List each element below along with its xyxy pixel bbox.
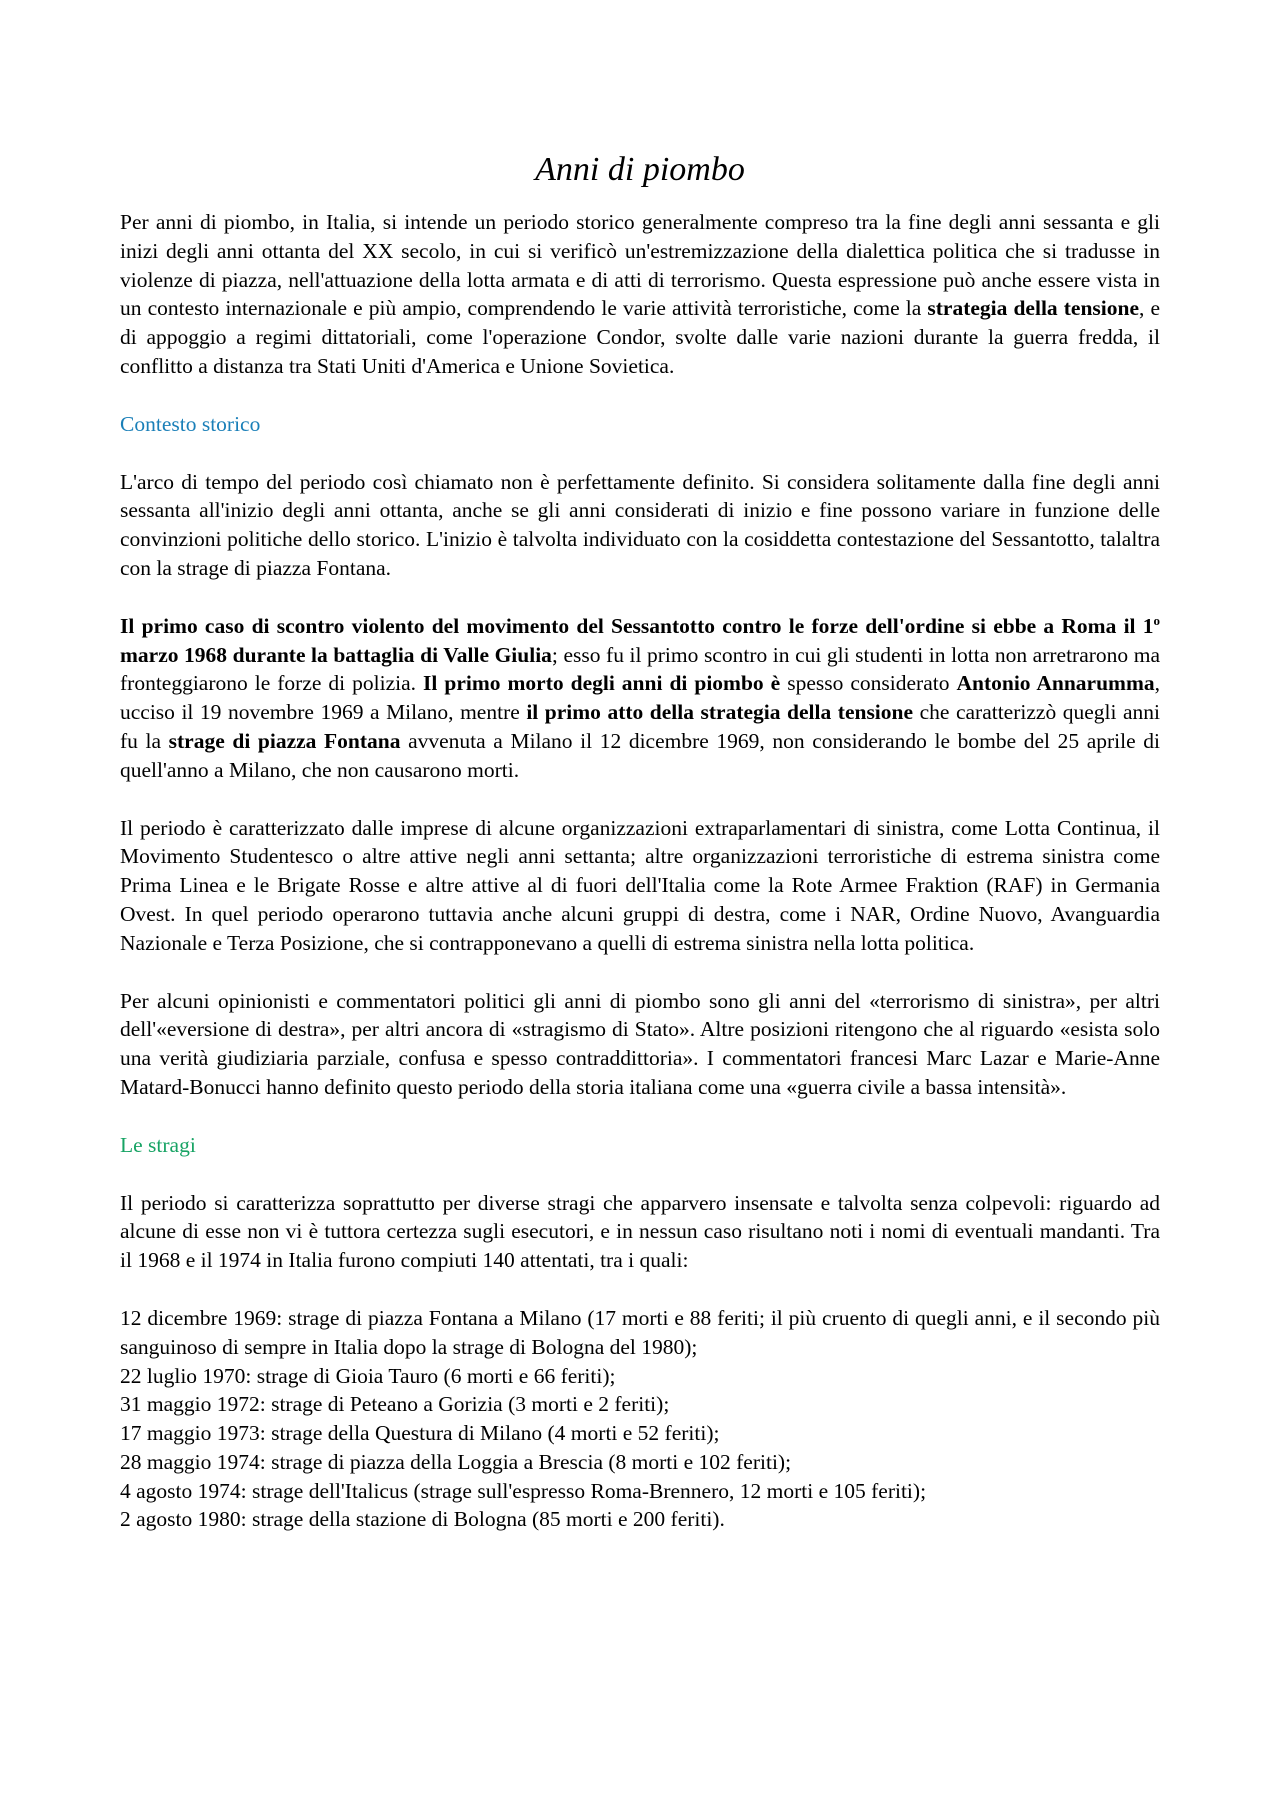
intro-paragraph (120, 208, 1160, 381)
section-heading-le-stragi: Le stragi (120, 1132, 196, 1157)
p2-bold-5: strage di piazza Fontana (168, 728, 401, 753)
p2-text-5: avvenuta a Milano il 12 dicembre 1969, non considerando le bombe del 25 aprile di quell'anno a Milano, che non causarono morti. (120, 728, 1160, 782)
list-item: 28 maggio 1974: strage di piazza della Loggia a Brescia (8 morti e 102 feriti); (120, 1449, 792, 1474)
p2-text-4: che caratterizzò quegli anni fu la (120, 700, 1161, 753)
p2-sup: o (1153, 612, 1160, 628)
p2-text-3: , ucciso il 19 novembre 1969 a Milano, mentre (120, 671, 1160, 725)
list-item: 31 maggio 1972: strage di Peteano a Gorizia (3 morti e 2 feriti); (120, 1392, 670, 1417)
list-item: 17 maggio 1973: strage della Questura di Milano (4 morti e 52 feriti); (120, 1421, 720, 1446)
intro-text-1: Per anni di piombo, in Italia, si intende un periodo storico generalmente compreso tra la fine degli anni sessanta e gli inizi degli anni ottanta del XX secolo, in cui si verificò un'estremizzazione della dialettica politica che si tradusse in violenze di piazza, nell'attuazione della lotta armata e di atti di terrorismo. Questa espressione può anche essere vista in un contesto internazionale e più ampio, comprendendo le varie attività terroristiche, come la (120, 210, 1160, 321)
p2-bold-3: Antonio Annarumma (956, 671, 1155, 696)
contesto-paragraph-1: L'arco di tempo del periodo così chiamato non è perfettamente definito. Si considera solitamente dalla fine degli anni sessanta all'inizio degli anni ottanta, anche se gli anni considerati di inizio e fine possono variare in funzione delle convinzioni politiche dello storico. L'inizio è talvolta individuato con la cosiddetta contestazione del Sessantotto, talaltra con la strage di piazza Fontana. (120, 469, 1160, 580)
intro-text-2: , e di appoggio a regimi dittatoriali, come l'operazione Condor, svolte dalle varie nazioni durante la guerra fredda, il conflitto a distanza tra Stati Uniti d'America e Unione Sovietica. (120, 296, 1160, 378)
contesto-paragraph-2 (120, 612, 1160, 785)
p2-bold-2: Il primo morto degli anni di piombo è (423, 671, 781, 696)
list-item: 4 agosto 1974: strage dell'Italicus (strage sull'espresso Roma-Brennero, 12 morti e 105 feriti); (120, 1478, 927, 1503)
p2-text-1: ; esso fu il primo scontro in cui gli studenti in lotta non arretrarono ma fronteggiarono le forze di polizia. (120, 642, 1160, 696)
list-item: 12 dicembre 1969: strage di piazza Fontana a Milano (17 morti e 88 feriti; il più cruento di quegli anni, e il secondo più sanguinoso di sempre in Italia dopo la strage di Bologna del 1980); (120, 1305, 1160, 1359)
document-title: Anni di piombo (535, 151, 745, 188)
p2-text-2: spesso considerato (780, 671, 957, 696)
p2-bold-4: il primo atto della strategia della tensione (526, 700, 914, 725)
stragi-paragraph-1: Il periodo si caratterizza soprattutto per diverse stragi che apparvero insensate e talvolta senza colpevoli: riguardo ad alcune di esse non vi è tuttora certezza sugli esecutori, e in nessun caso risultano noti i nomi di eventuali mandanti. Tra il 1968 e il 1974 in Italia furono compiuti 140 attentati, tra i quali: (120, 1190, 1160, 1273)
list-item: 22 luglio 1970: strage di Gioia Tauro (6 morti e 66 feriti); (120, 1363, 616, 1388)
p2-bold-1: Il primo caso di scontro violento del movimento del Sessantotto contro le forze dell'ordine si ebbe a Roma il 1 (120, 613, 1154, 638)
list-item: 2 agosto 1980: strage della stazione di Bologna (85 morti e 200 feriti). (120, 1507, 725, 1532)
p2-bold-1b: marzo 1968 durante la battaglia di Valle Giulia (120, 642, 552, 667)
intro-bold-strategia: strategia della tensione (927, 296, 1139, 321)
section-heading-contesto-storico: Contesto storico (120, 411, 261, 436)
contesto-paragraph-4: Per alcuni opinionisti e commentatori politici gli anni di piombo sono gli anni del «terrorismo di sinistra», per altri dell'«eversione di destra», per altri ancora di «stragismo di Stato». Altre posizioni ritengono che al riguardo «esista solo una verità giudiziaria parziale, confusa e spesso contraddittoria». I commentatori francesi Marc Lazar e Marie-Anne Matard-Bonucci hanno definito questo periodo della storia italiana come una «guerra civile a bassa intensità». (120, 988, 1160, 1099)
stragi-list (120, 1304, 1160, 1534)
contesto-paragraph-3: Il periodo è caratterizzato dalle imprese di alcune organizzazioni extraparlamentari di sinistra, come Lotta Continua, il Movimento Studentesco o altre attive negli anni settanta; altre organizzazioni terroristiche di estrema sinistra come Prima Linea e le Brigate Rosse e altre attive al di fuori dell'Italia come la Rote Armee Fraktion (RAF) in Germania Ovest. In quel periodo operarono tuttavia anche alcuni gruppi di destra, come i NAR, Ordine Nuovo, Avanguardia Nazionale e Terza Posizione, che si contrapponevano a quelli di estrema sinistra nella lotta politica. (120, 815, 1160, 955)
